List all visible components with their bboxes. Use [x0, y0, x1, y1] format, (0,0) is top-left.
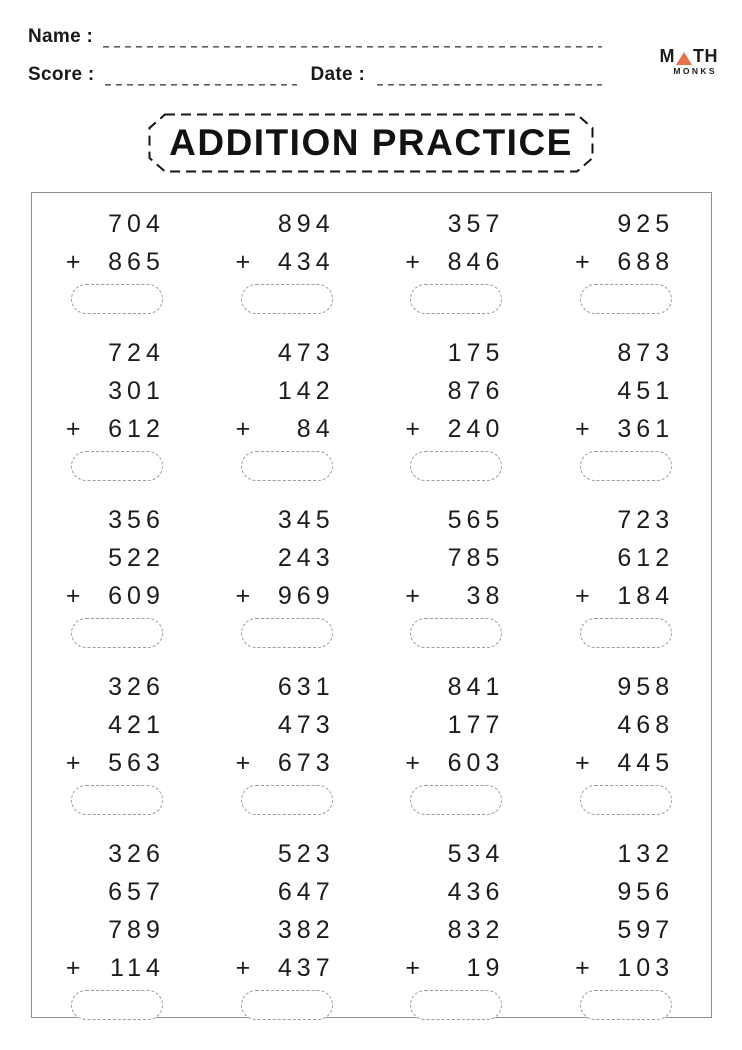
addend-value: 925: [617, 210, 675, 238]
addend-value: 688: [617, 248, 675, 276]
plus-operator: +: [235, 582, 251, 610]
addend-value: 832: [447, 916, 505, 944]
addend-value: 240: [447, 415, 505, 443]
score-input-line[interactable]: [105, 70, 297, 86]
addend-line: [575, 911, 677, 949]
addend-value: 958: [617, 673, 675, 701]
addend-value: 357: [447, 210, 505, 238]
addend-line: [236, 835, 338, 873]
addend-line: [66, 949, 168, 987]
addend-line: [575, 539, 677, 577]
addend-value: 473: [277, 339, 335, 367]
addend-value: 657: [108, 878, 165, 906]
answer-box[interactable]: [410, 990, 502, 1020]
addend-value: 345: [277, 506, 335, 534]
addend-value: 19: [466, 954, 505, 982]
addend-line: [236, 744, 338, 782]
addend-line: [405, 668, 507, 706]
addend-line: [236, 205, 338, 243]
date-input-line[interactable]: [377, 70, 602, 86]
addition-problem: [575, 334, 677, 481]
triangle-icon: [676, 52, 692, 65]
addend-value: 865: [108, 248, 165, 276]
answer-box[interactable]: [241, 990, 333, 1020]
answer-box[interactable]: [241, 284, 333, 314]
addend-value: 894: [277, 210, 335, 238]
addend-line: [575, 372, 677, 410]
addend-value: 609: [108, 582, 165, 610]
addend-line: [405, 205, 507, 243]
addend-value: 789: [108, 916, 165, 944]
addend-line: [236, 410, 338, 448]
page-title: ADDITION PRACTICE: [169, 122, 573, 163]
addend-value: 243: [277, 544, 335, 572]
date-label: Date :: [310, 64, 366, 85]
addend-value: 723: [617, 506, 675, 534]
addend-line: [405, 372, 507, 410]
addend-value: 603: [447, 749, 505, 777]
addend-value: 436: [447, 878, 505, 906]
addend-value: 177: [447, 711, 505, 739]
answer-box[interactable]: [71, 990, 163, 1020]
plus-operator: +: [235, 248, 251, 276]
title-banner: [148, 113, 594, 173]
addend-value: 114: [110, 954, 165, 982]
score-date-row: [28, 64, 602, 86]
addend-line: [66, 706, 168, 744]
addend-line: [575, 410, 677, 448]
addition-problem: [575, 668, 677, 815]
addend-line: [236, 873, 338, 911]
plus-operator: +: [405, 415, 420, 443]
plus-operator: +: [405, 749, 420, 777]
addend-line: [405, 501, 507, 539]
addend-line: [405, 949, 507, 987]
addend-line: [405, 873, 507, 911]
addend-line: [405, 577, 507, 615]
addition-problem: [405, 668, 507, 815]
addend-line: [66, 243, 168, 281]
addend-line: [405, 334, 507, 372]
addend-line: [575, 949, 677, 987]
addend-value: 184: [617, 582, 675, 610]
addend-value: 673: [277, 749, 335, 777]
answer-box[interactable]: [241, 785, 333, 815]
addend-line: [405, 835, 507, 873]
plus-operator: +: [575, 749, 590, 777]
score-label: Score :: [28, 64, 95, 85]
addend-value: 421: [108, 711, 165, 739]
addend-line: [405, 744, 507, 782]
addition-problem: [575, 205, 677, 314]
addend-value: 534: [447, 840, 505, 868]
plus-operator: +: [405, 248, 420, 276]
addend-line: [405, 410, 507, 448]
plus-operator: +: [405, 954, 420, 982]
addition-problem: [575, 501, 677, 648]
addend-value: 785: [447, 544, 505, 572]
addend-value: 523: [277, 840, 335, 868]
name-label: Name :: [28, 26, 94, 47]
addend-line: [405, 539, 507, 577]
addend-value: 473: [277, 711, 335, 739]
answer-box[interactable]: [241, 451, 333, 481]
logo-th: TH: [693, 46, 718, 66]
plus-operator: +: [575, 954, 590, 982]
addend-line: [236, 911, 338, 949]
addend-line: [575, 577, 677, 615]
addend-line: [66, 873, 168, 911]
addend-value: 876: [447, 377, 505, 405]
addend-value: 142: [277, 377, 335, 405]
addend-line: [236, 706, 338, 744]
addend-value: 445: [617, 749, 675, 777]
addition-problem: [236, 334, 338, 481]
plus-operator: +: [65, 749, 81, 777]
answer-box[interactable]: [580, 785, 672, 815]
addend-line: [236, 668, 338, 706]
addend-line: [236, 949, 338, 987]
addend-line: [66, 334, 168, 372]
addend-value: 873: [617, 339, 675, 367]
addend-line: [66, 911, 168, 949]
addend-value: 563: [108, 749, 165, 777]
addend-value: 565: [447, 506, 505, 534]
addend-value: 326: [108, 673, 165, 701]
plus-operator: +: [235, 749, 251, 777]
answer-box[interactable]: [71, 618, 163, 648]
addend-line: [66, 205, 168, 243]
logo-m: M: [659, 46, 675, 66]
addend-line: [575, 334, 677, 372]
name-input-line[interactable]: [103, 32, 602, 48]
addend-line: [575, 243, 677, 281]
addend-value: 969: [277, 582, 335, 610]
addend-value: 175: [447, 339, 505, 367]
addend-value: 38: [466, 582, 505, 610]
addend-line: [66, 410, 168, 448]
addition-problem: [236, 205, 338, 314]
addend-line: [575, 205, 677, 243]
addend-line: [236, 372, 338, 410]
plus-operator: +: [65, 954, 81, 982]
addend-value: 103: [617, 954, 675, 982]
logo-wordmark: [660, 47, 719, 65]
problems-sheet: [31, 192, 712, 1018]
addend-value: 846: [447, 248, 505, 276]
addition-problem: [405, 835, 507, 1020]
addend-line: [575, 706, 677, 744]
addend-value: 704: [108, 210, 165, 238]
addend-line: [405, 911, 507, 949]
addend-value: 301: [108, 377, 165, 405]
plus-operator: +: [575, 415, 590, 443]
addend-line: [405, 243, 507, 281]
answer-box[interactable]: [580, 990, 672, 1020]
addend-line: [66, 372, 168, 410]
addend-line: [236, 539, 338, 577]
plus-operator: +: [405, 582, 420, 610]
addend-line: [575, 744, 677, 782]
addend-line: [236, 334, 338, 372]
addend-value: 647: [277, 878, 335, 906]
addend-value: 956: [617, 878, 675, 906]
answer-box[interactable]: [71, 451, 163, 481]
addend-value: 841: [447, 673, 505, 701]
addend-line: [575, 501, 677, 539]
addend-line: [66, 835, 168, 873]
addend-line: [236, 243, 338, 281]
addition-problem: [66, 205, 168, 314]
addition-problem: [405, 334, 507, 481]
answer-box[interactable]: [241, 618, 333, 648]
plus-operator: +: [235, 415, 251, 443]
addend-value: 434: [277, 248, 335, 276]
addition-problem: [405, 205, 507, 314]
answer-box[interactable]: [71, 284, 163, 314]
name-row: [28, 26, 602, 48]
addend-line: [575, 873, 677, 911]
addition-problem: [66, 334, 168, 481]
addend-value: 356: [108, 506, 165, 534]
addend-value: 522: [108, 544, 165, 572]
addend-value: 724: [108, 339, 165, 367]
addend-value: 451: [617, 377, 675, 405]
addend-line: [66, 668, 168, 706]
addition-problem: [236, 668, 338, 815]
problems-grid: [32, 193, 711, 1020]
addend-line: [66, 501, 168, 539]
addition-problem: [66, 668, 168, 815]
plus-operator: +: [65, 415, 81, 443]
logo-subtitle: MONKS: [673, 66, 717, 76]
addend-line: [575, 835, 677, 873]
answer-box[interactable]: [71, 785, 163, 815]
addend-value: 132: [617, 840, 675, 868]
addend-line: [575, 668, 677, 706]
addend-value: 468: [617, 711, 675, 739]
addition-problem: [405, 501, 507, 648]
addend-line: [236, 577, 338, 615]
addition-problem: [66, 501, 168, 648]
math-monks-logo: [660, 47, 719, 76]
plus-operator: +: [65, 248, 81, 276]
addend-value: 361: [617, 415, 675, 443]
addition-problem: [66, 835, 168, 1020]
addition-problem: [236, 501, 338, 648]
addend-line: [236, 501, 338, 539]
plus-operator: +: [575, 248, 590, 276]
addend-value: 326: [108, 840, 165, 868]
plus-operator: +: [235, 954, 251, 982]
addend-value: 631: [277, 673, 335, 701]
answer-box[interactable]: [410, 785, 502, 815]
addend-value: 382: [277, 916, 335, 944]
addend-value: 612: [617, 544, 675, 572]
addend-value: 84: [296, 415, 335, 443]
answer-box[interactable]: [410, 284, 502, 314]
answer-box[interactable]: [410, 451, 502, 481]
answer-box[interactable]: [580, 618, 672, 648]
addend-line: [66, 577, 168, 615]
addend-value: 612: [108, 415, 165, 443]
plus-operator: +: [575, 582, 590, 610]
answer-box[interactable]: [580, 451, 672, 481]
addend-line: [66, 744, 168, 782]
addend-line: [405, 706, 507, 744]
addition-problem: [575, 835, 677, 1020]
answer-box[interactable]: [410, 618, 502, 648]
answer-box[interactable]: [580, 284, 672, 314]
plus-operator: +: [65, 582, 81, 610]
addend-value: 597: [617, 916, 675, 944]
addend-value: 437: [277, 954, 335, 982]
addition-problem: [236, 835, 338, 1020]
addend-line: [66, 539, 168, 577]
